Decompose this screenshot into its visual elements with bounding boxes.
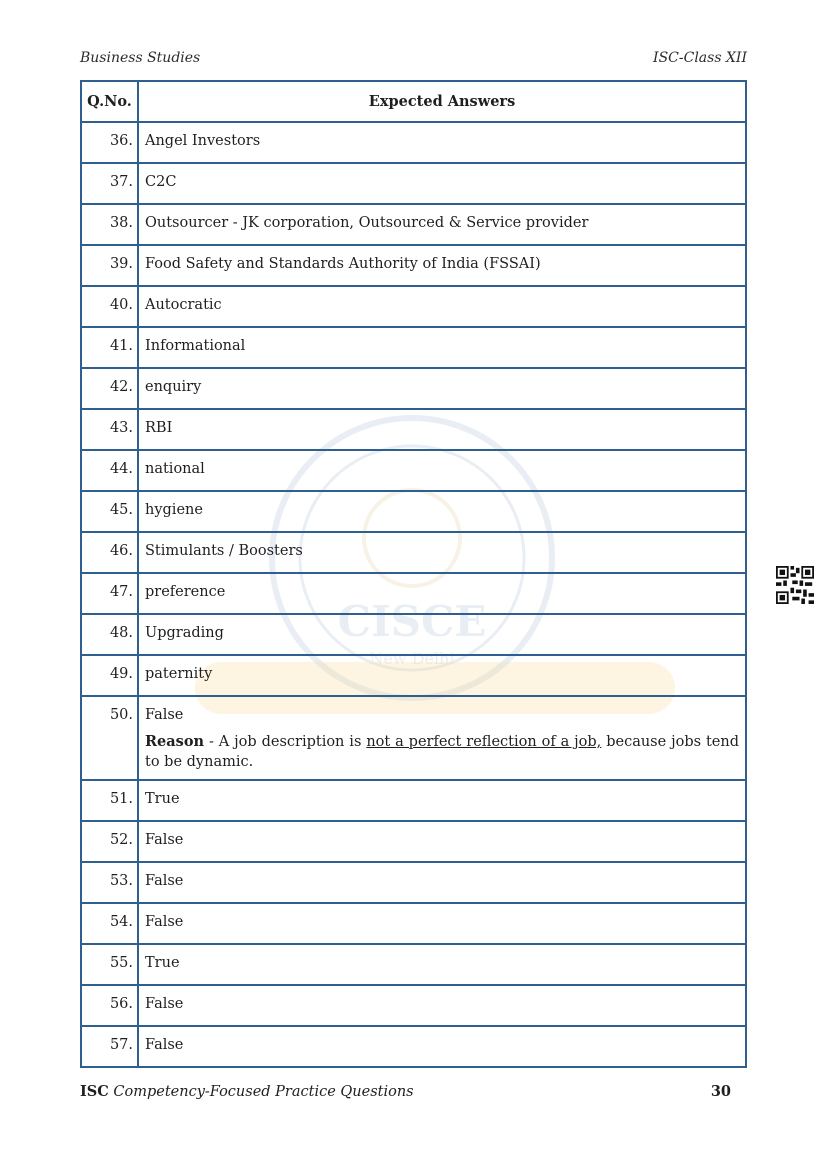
table-row [81, 245, 746, 286]
answer-text: True [138, 780, 746, 821]
watermark-org: CISCE [337, 597, 487, 646]
question-number: 51. [81, 780, 138, 821]
table-row [81, 450, 746, 491]
table-row [81, 491, 746, 532]
table-row [81, 696, 746, 780]
reason-prefix: - A job description is [204, 734, 367, 750]
question-number: 50. [81, 696, 138, 780]
table-row [81, 368, 746, 409]
question-number: 55. [81, 944, 138, 985]
answer-text: C2C [138, 163, 746, 204]
table-header-row [81, 81, 746, 122]
table-row [81, 780, 746, 821]
question-number: 44. [81, 450, 138, 491]
answer-text: Upgrading [138, 614, 746, 655]
table-row [81, 903, 746, 944]
answer-text: national [138, 450, 746, 491]
footer-brand: ISC [80, 1083, 109, 1100]
table-row [81, 532, 746, 573]
answer-text: Stimulants / Boosters [138, 532, 746, 573]
answer-text: Angel Investors [138, 122, 746, 163]
question-number: 46. [81, 532, 138, 573]
reason-suffix: because jobs tend to be dynamic. [145, 734, 740, 770]
question-number: 54. [81, 903, 138, 944]
answer-text: preference [138, 573, 746, 614]
answer-text: RBI [138, 409, 746, 450]
table-row [81, 655, 746, 696]
question-number: 39. [81, 245, 138, 286]
answer-text: hygiene [138, 491, 746, 532]
answer-text: Autocratic [138, 286, 746, 327]
table-row [81, 327, 746, 368]
answer-text: False [138, 821, 746, 862]
reason-underlined: not a perfect reflection of a job, [366, 734, 602, 750]
answer-text: False [138, 985, 746, 1026]
reason-label: Reason [145, 733, 205, 750]
question-number: 42. [81, 368, 138, 409]
answer-text: paternity [138, 655, 746, 696]
answer-text: Informational [138, 327, 746, 368]
question-number: 57. [81, 1026, 138, 1067]
question-number: 49. [81, 655, 138, 696]
question-number: 53. [81, 862, 138, 903]
question-number: 40. [81, 286, 138, 327]
table-row [81, 862, 746, 903]
running-header-class: ISC-Class XII [653, 50, 747, 66]
page-number: 30 [710, 1083, 731, 1100]
footer-subtitle: Competency-Focused Practice Questions [113, 1084, 414, 1100]
question-number: 45. [81, 491, 138, 532]
question-number: 56. [81, 985, 138, 1026]
column-header-qno: Q.No. [81, 81, 138, 122]
question-number: 52. [81, 821, 138, 862]
question-number: 36. [81, 122, 138, 163]
question-number: 43. [81, 409, 138, 450]
question-number: 47. [81, 573, 138, 614]
watermark-city: New Delhi [369, 649, 455, 668]
answer-reason [145, 732, 739, 776]
question-number: 48. [81, 614, 138, 655]
table-row [81, 122, 746, 163]
footer-title [80, 1083, 414, 1100]
table-row [81, 163, 746, 204]
running-header-subject: Business Studies [80, 50, 201, 66]
column-header-answers: Expected Answers [138, 81, 746, 122]
answer-cell [138, 696, 746, 780]
table-row [81, 409, 746, 450]
answer-text: enquiry [138, 368, 746, 409]
table-row [81, 573, 746, 614]
table-row [81, 944, 746, 985]
answer-text: False [138, 1026, 746, 1067]
question-number: 41. [81, 327, 138, 368]
qr-code-icon[interactable] [776, 566, 814, 604]
table-row [81, 286, 746, 327]
question-number: 37. [81, 163, 138, 204]
table-row [81, 821, 746, 862]
answers-table [80, 80, 747, 1068]
answer-text: Food Safety and Standards Authority of India (FSSAI) [138, 245, 746, 286]
answer-text: False [138, 862, 746, 903]
answer-text: Outsourcer - JK corporation, Outsourced & Service provider [138, 204, 746, 245]
table-row [81, 1026, 746, 1067]
question-number: 38. [81, 204, 138, 245]
table-row [81, 614, 746, 655]
answer-text: True [138, 944, 746, 985]
answer-text: False [145, 707, 184, 723]
answer-text: False [138, 903, 746, 944]
table-row [81, 204, 746, 245]
table-row [81, 985, 746, 1026]
